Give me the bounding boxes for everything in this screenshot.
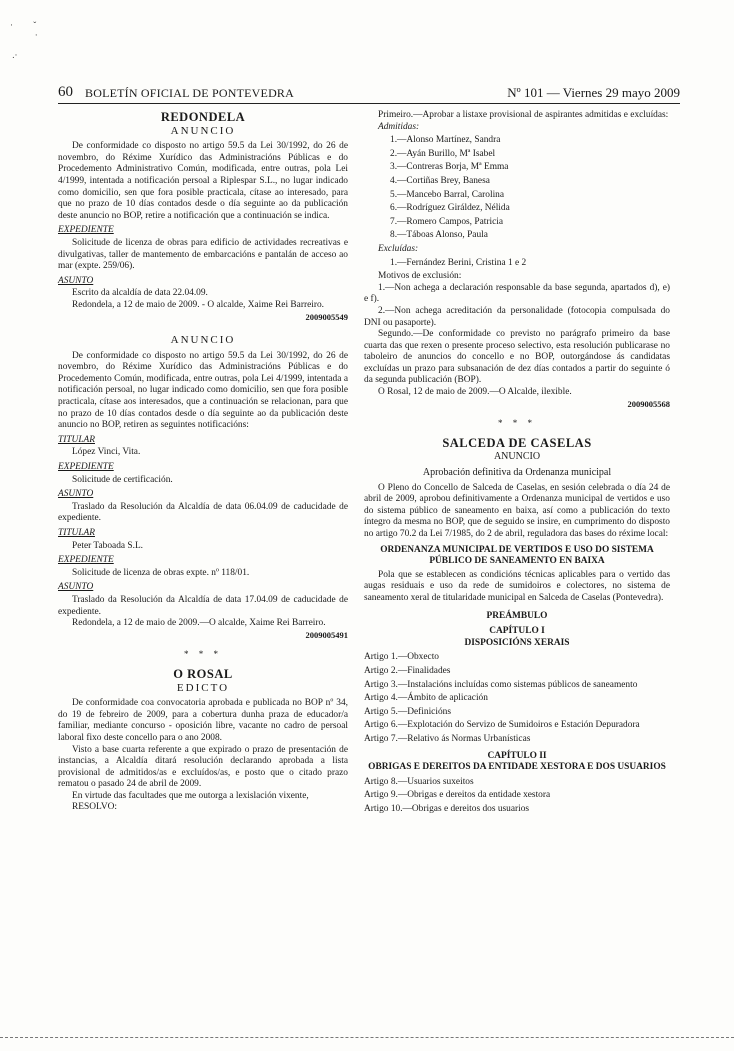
label-expediente: EXPEDIENTE: [58, 225, 114, 236]
label-asunto: ASUNTO: [58, 275, 94, 286]
closing: O Rosal, 12 de maio de 2009.—O Alcalde, ilexible.: [378, 387, 572, 398]
paragraph: De conformidade co disposto no artigo 59.5 da Lei 30/1992, do 26 de novembro, do Réxime Xurídico das Administracións Públicas e do Procedemento Administrativo Común, modificada, entre outras, pola Lei 4/1999, intentada a notificación persoal a Riplespar S.L., no lugar indicado como domicilio, sen que fora posible practicala, cítase ao interesado, para que no prazo de 10 días contados desde o día seguinte ao da publicación deste anuncio no BOP, retire a notificación que a continuación se indica.: [58, 141, 348, 221]
section-title-salceda: SALCEDA DE CASELAS: [442, 435, 592, 450]
section-separator: * * *: [498, 418, 536, 429]
paragraph: Solicitude de licenza de obras para edificio de actividades recreativas e divulgativas, taller de mantemento de embarcacións e pantalán de acceso ao mar (expte. 259/06).: [58, 237, 348, 272]
label-titular: TITULAR: [58, 434, 95, 445]
paragraph: Solicitude de licenza de obras expte. nº 118/01.: [72, 567, 250, 578]
paragraph: Visto a base cuarta referente a que expirado o prazo de presentación de instancias, a Alcaldía ditará resolución declarando aprobada a lista provisional de admitidos/as e excluídos/as, e posto que o citado prazo rematou o pasado 24 de abril de 2009.: [58, 744, 348, 790]
paragraph: López Vinci, Vita.: [72, 447, 141, 458]
section-title-rosal: O ROSAL: [173, 666, 233, 681]
article-item: Artigo 9.—Obrigas e dereitos da entidade xestora: [364, 790, 551, 801]
label-admitidas: Admitidas:: [378, 121, 420, 132]
footer-rule: [0, 1037, 734, 1038]
paragraph: Traslado da Resolución da Alcaldía de data 06.04.09 de caducidade de expediente.: [58, 501, 348, 524]
section-subtitle: ANUNCIO: [170, 124, 236, 137]
section-separator: * * *: [184, 649, 222, 660]
label-motivos: Motivos de exclusión:: [378, 271, 462, 282]
paragraph: De conformidade coa convocatoria aprobada e publicada no BOP nº 34, do 19 de febreiro de 2009, para a cobertura dunha praza de educador/a familiar, mediante concurso - oposición libre, vacante no cadro de persoal laboral fixo deste concello para o ano 2008.: [58, 698, 348, 743]
paragraph: Traslado da Resolución da Alcaldía de data 17.04.09 de caducidade de expediente.: [58, 594, 348, 617]
label-asunto: ASUNTO: [58, 582, 94, 593]
preamble-heading: PREÁMBULO: [486, 610, 548, 621]
chapter-heading: CAPÍTULO II: [487, 750, 547, 761]
paragraph: O Pleno do Concello de Salceda de Caselas, en sesión celebrada o día 24 de abril de 2009, aprobou definitivamente a Ordenanza municipal de vertidos e uso do sistema público de saneamento en baixa, así como a publicación do texto íntegro da mesma no BOP, que de seguido se insire, en cumprimento do disposto no artigo 70.2 da Lei 7/1985, do 2 de abril, reguladora das bases do réxime local:: [364, 482, 670, 539]
issue-info: Nº 101 — Viernes 29 mayo 2009: [507, 85, 680, 100]
article-item: Artigo 6.—Explotación do Servizo de Sumidoiros e Estación Depuradora: [364, 720, 640, 731]
label-titular: TITULAR: [58, 528, 95, 538]
ordinance-title: ORDENANZA MUNICIPAL DE VERTIDOS E USO DO SISTEMA PÚBLICO DE SANEAMENTO EN BAIXA: [380, 544, 654, 567]
article-item: Artigo 1.—Obxecto: [364, 652, 439, 663]
label-excluidas: Excluídas:: [378, 243, 419, 254]
article-item: Artigo 10.—Obrigas e dereitos dos usuarios: [364, 803, 530, 814]
left-column: [58, 110, 348, 814]
paragraph: 1.—Non achega a declaración responsable da base segunda, apartados d), e) e f).: [364, 282, 670, 305]
paragraph: Primeiro.—Aprobar a listaxe provisional de aspirantes admitidas e excluídas:: [378, 110, 669, 120]
page-header: [58, 79, 680, 101]
publication-name: BOLETÍN OFICIAL DE PONTEVEDRA: [85, 86, 295, 100]
reference-code: 2009005549: [305, 311, 348, 322]
paragraph: Peter Taboada S.L.: [72, 540, 144, 551]
chapter-title: DISPOSICIÓNS XERAIS: [464, 637, 570, 648]
paragraph: Segundo.—De conformidade co previsto no parágrafo primeiro da base cuarta das que rexen o presente proceso selectivo, esta resolución publicarase no taboleiro de anuncios do concello e no BOP, outorgándose ás candidatas excluídas un prazo para subsanación de dez días contados a partir do seguinte ó da segunda publicación (BOP).: [364, 329, 670, 386]
list-item: 1.—Alonso Martínez, Sandra: [390, 135, 501, 146]
article-item: Artigo 8.—Usuarios suxeitos: [364, 776, 474, 787]
page-number: 60: [58, 84, 73, 100]
right-column: [364, 110, 670, 817]
list-item: 3.—Contreras Borja, Mª Emma: [390, 162, 509, 173]
list-item: 6.—Rodríguez Giráldez, Nélida: [390, 203, 510, 214]
list-item: 1.—Fernández Berini, Cristina 1 e 2: [390, 257, 527, 268]
list-item: 5.—Mancebo Barral, Carolina: [390, 189, 505, 200]
article-item: Artigo 5.—Definicións: [364, 706, 451, 717]
paragraph: De conformidade co disposto no artigo 59.5 da Lei 30/1992, do 26 de novembro, do Réxime Xurídico das Administracións Públicas e do Procedemento Común, modificada, entre outras, pola Lei 4/1999, intentada a notificación persoal, no lugar indicado como domicilio, sen que fora posible practicala, cítase aos interesados, que a continuación se relacionan, para que no prazo de 10 días contados desde o día seguinte ao da publicación deste anuncio no BOP, retiren as seguintes notificacións:: [58, 350, 348, 431]
reference-code: 2009005568: [627, 398, 670, 409]
label-asunto: ASUNTO: [58, 489, 94, 500]
scan-specks: · ˇ · .·: [10, 20, 38, 60]
paragraph: Pola que se establecen as condicións técnicas aplicables para o vertido das augas residuais e uso da rede de sumidoiros e colectores, no sistema de saneamento xeral de titularidade municipal en Salceda de Caselas (Pontevedra).: [364, 569, 670, 603]
section-subtitle: EDICTO: [176, 681, 230, 694]
label-expediente: EXPEDIENTE: [58, 462, 114, 473]
chapter-title: OBRIGAS E DEREITOS DA ENTIDADE XESTORA E DOS USUARIOS: [368, 762, 666, 773]
chapter-heading: CAPÍTULO I: [489, 626, 545, 637]
label-expediente: EXPEDIENTE: [58, 555, 114, 566]
section-heading: Aprobación definitiva da Ordenanza municipal: [422, 467, 612, 479]
list-item: 4.—Cortiñas Brey, Banesa: [390, 175, 490, 186]
article-item: Artigo 4.—Ámbito de aplicación: [364, 693, 488, 704]
header-rule: [58, 103, 680, 104]
paragraph: En virtude das facultades que me outorga a lexislación vixente,: [72, 790, 309, 801]
closing: Redondela, a 12 de maio de 2009.—O alcalde, Xaime Rei Barreiro.: [72, 618, 326, 629]
section-subtitle: ANUNCIO: [170, 334, 236, 347]
paragraph: Escrito da alcaldía de data 22.04.09.: [72, 288, 208, 299]
closing: Redondela, a 12 de maio de 2009. - O alcalde, Xaime Rei Barreiro.: [72, 299, 324, 310]
reference-code: 2009005491: [305, 629, 348, 640]
article-item: Artigo 7.—Relativo ás Normas Urbanísticas: [364, 733, 531, 744]
paragraph: RESOLVO:: [72, 802, 117, 813]
paragraph: Solicitude de certificación.: [72, 474, 173, 485]
list-item: 8.—Táboas Alonso, Paula: [390, 230, 488, 241]
list-item: 7.—Romero Campos, Patricia: [390, 216, 504, 227]
paragraph: 2.—Non achega acreditación da personalidade (fotocopia compulsada do DNI ou pasaporte).: [364, 305, 670, 328]
article-item: Artigo 2.—Finalidades: [364, 665, 451, 676]
list-item: 2.—Ayán Burillo, Mª Isabel: [390, 148, 496, 159]
section-subtitle: ANUNCIO: [493, 451, 541, 463]
section-title-redondela: REDONDELA: [160, 110, 246, 124]
article-item: Artigo 3.—Instalacións incluídas como sistemas públicos de saneamento: [364, 679, 638, 690]
